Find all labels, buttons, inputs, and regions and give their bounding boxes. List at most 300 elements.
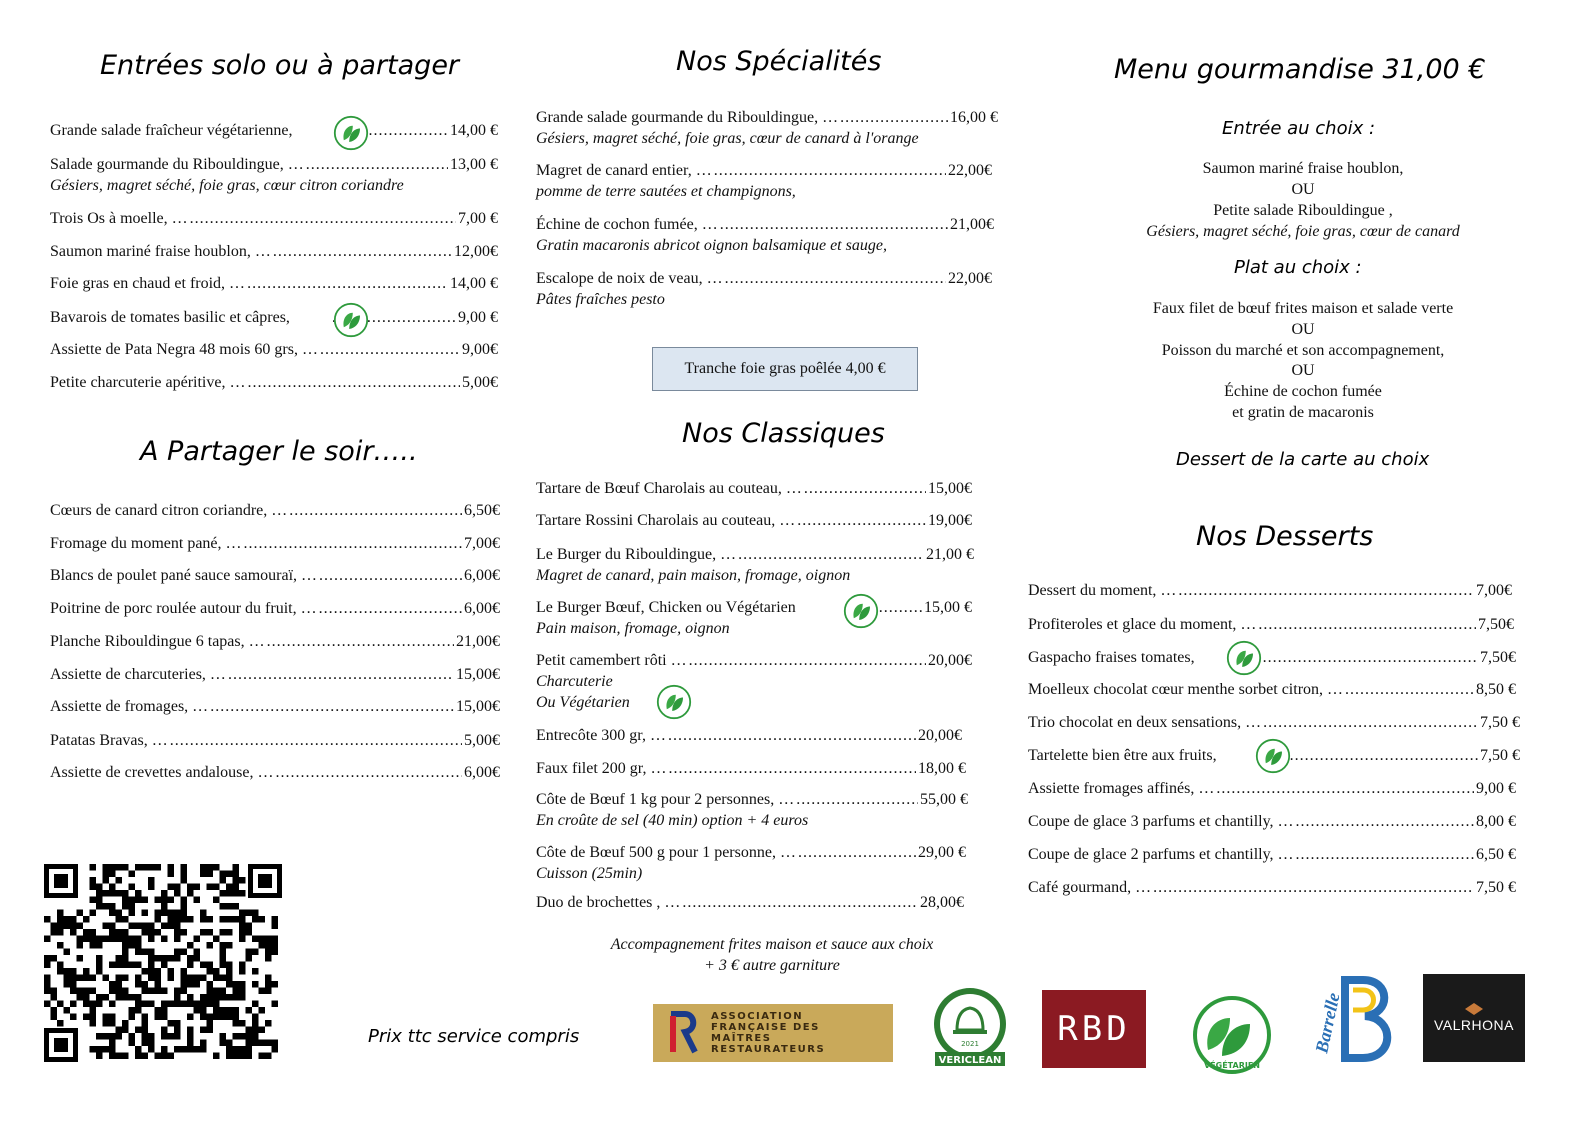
- qr-module: [272, 942, 279, 949]
- valrhona-emblem-icon: [1465, 1003, 1483, 1015]
- qr-module: [220, 890, 227, 897]
- qr-module: [44, 981, 51, 988]
- qr-module: [51, 994, 58, 1001]
- qr-module: [187, 1001, 194, 1008]
- list-item: Planche Ribouldingue 6 tapas, … ..... 21,00€: [50, 633, 500, 651]
- qr-module: [207, 884, 214, 891]
- list-item: Côte de Bœuf 1 kg pour 2 personnes, … ..... 55,00 €: [536, 791, 968, 809]
- qr-module: [259, 1040, 266, 1047]
- qr-module: [181, 981, 188, 988]
- qr-module: [239, 1020, 246, 1027]
- qr-module: [57, 910, 64, 917]
- qr-module: [220, 929, 227, 936]
- qr-module: [90, 1046, 97, 1053]
- qr-module: [233, 884, 240, 891]
- qr-module: [239, 1033, 246, 1040]
- qr-module: [181, 949, 188, 956]
- qr-module: [168, 916, 175, 923]
- qr-module: [155, 1014, 162, 1021]
- qr-module: [161, 897, 168, 904]
- qr-module: [220, 877, 227, 884]
- qr-module: [200, 1014, 207, 1021]
- qr-module: [168, 1033, 175, 1040]
- qr-module: [233, 1007, 240, 1014]
- qr-module: [187, 1033, 194, 1040]
- qr-module: [90, 897, 97, 904]
- qr-module: [135, 897, 142, 904]
- qr-module: [57, 942, 64, 949]
- qr-module: [161, 1001, 168, 1008]
- menu-line: Gésiers, magret séché, foie gras, cœur de canard: [1146, 223, 1460, 240]
- qr-module: [174, 1033, 181, 1040]
- list-item: Le Burger Bœuf, Chicken ou Végétarien ..... 15,00 €: [536, 599, 972, 617]
- qr-module: [109, 884, 116, 891]
- qr-module: [174, 890, 181, 897]
- qr-module: [168, 1053, 175, 1060]
- qr-module: [129, 884, 136, 891]
- menu-line: OU: [1291, 362, 1315, 379]
- list-item: Tartelette bien être aux fruits, ..... 7,50 €: [1028, 747, 1520, 765]
- qr-module: [103, 1014, 110, 1021]
- qr-module: [161, 1053, 168, 1060]
- qr-module: [57, 916, 64, 923]
- qr-module: [96, 1001, 103, 1008]
- qr-module: [142, 1027, 149, 1034]
- qr-module: [220, 916, 227, 923]
- qr-module: [200, 1007, 207, 1014]
- qr-module: [239, 916, 246, 923]
- qr-module: [64, 1007, 71, 1014]
- qr-module: [135, 1001, 142, 1008]
- qr-module: [259, 1053, 266, 1060]
- list-item: Le Burger du Ribouldingue, … ..... 21,00 €: [536, 546, 974, 564]
- qr-module: [44, 1001, 51, 1008]
- qr-module: [135, 890, 142, 897]
- qr-module: [226, 981, 233, 988]
- qr-module: [252, 1001, 259, 1008]
- qr-module: [83, 1014, 90, 1021]
- qr-module: [246, 1040, 253, 1047]
- qr-module: [109, 1053, 116, 1060]
- qr-module: [148, 968, 155, 975]
- qr-module: [187, 1014, 194, 1021]
- qr-module: [272, 916, 279, 923]
- qr-module: [64, 975, 71, 982]
- qr-module: [142, 1053, 149, 1060]
- qr-module: [233, 864, 240, 871]
- qr-module: [187, 975, 194, 982]
- qr-module: [116, 962, 123, 969]
- qr-module: [181, 877, 188, 884]
- qr-module: [116, 988, 123, 995]
- item-description: Pâtes fraîches pesto: [536, 291, 665, 308]
- qr-module: [122, 897, 129, 904]
- qr-module: [57, 929, 64, 936]
- qr-module: [129, 910, 136, 917]
- qr-module: [252, 1027, 259, 1034]
- qr-module: [90, 1001, 97, 1008]
- qr-module: [213, 994, 220, 1001]
- qr-module: [200, 994, 207, 1001]
- qr-module: [90, 942, 97, 949]
- qr-module: [265, 1053, 272, 1060]
- qr-module: [200, 962, 207, 969]
- qr-code-icon[interactable]: [44, 864, 282, 1062]
- qr-module: [252, 910, 259, 917]
- qr-module: [148, 1046, 155, 1053]
- menu-line: Poisson du marché et son accompagnement,: [1161, 342, 1445, 359]
- barrelle-text: Barrelle: [1311, 991, 1344, 1055]
- list-item: Coupe de glace 2 parfums et chantilly, … ..... 6,50 €: [1028, 846, 1516, 864]
- qr-module: [116, 910, 123, 917]
- qr-module: [51, 955, 58, 962]
- qr-module: [207, 864, 214, 871]
- qr-module: [96, 994, 103, 1001]
- list-item: Blancs de poulet pané sauce samouraï, … ..... 6,00€: [50, 567, 500, 585]
- qr-module: [161, 1033, 168, 1040]
- qr-module: [129, 923, 136, 930]
- list-item: Escalope de noix de veau, … ..... 22,00€: [536, 270, 992, 288]
- qr-module: [90, 1007, 97, 1014]
- qr-module: [174, 929, 181, 936]
- qr-module: [64, 968, 71, 975]
- qr-module: [272, 981, 279, 988]
- qr-module: [129, 871, 136, 878]
- qr-module: [194, 897, 201, 904]
- qr-module: [116, 864, 123, 871]
- qr-module: [103, 923, 110, 930]
- qr-module: [135, 981, 142, 988]
- qr-module: [122, 975, 129, 982]
- qr-module: [129, 1007, 136, 1014]
- qr-module: [194, 936, 201, 943]
- qr-module: [129, 942, 136, 949]
- qr-module: [83, 929, 90, 936]
- qr-module: [116, 981, 123, 988]
- qr-module: [155, 916, 162, 923]
- qr-module: [207, 968, 214, 975]
- qr-module: [181, 910, 188, 917]
- qr-module: [226, 1053, 233, 1060]
- qr-module: [129, 1033, 136, 1040]
- qr-module: [148, 884, 155, 891]
- qr-module: [90, 877, 97, 884]
- qr-module: [187, 916, 194, 923]
- qr-module: [116, 975, 123, 982]
- qr-module: [155, 988, 162, 995]
- qr-module: [200, 1046, 207, 1053]
- qr-module: [187, 1027, 194, 1034]
- item-description: Gésiers, magret séché, foie gras, cœur de canard à l'orange: [536, 130, 919, 147]
- desserts-title: Nos Desserts: [1196, 521, 1374, 552]
- qr-module: [135, 994, 142, 1001]
- qr-module: [272, 1046, 279, 1053]
- qr-module: [213, 988, 220, 995]
- menu-line: Faux filet de bœuf frites maison et salade verte: [1152, 300, 1454, 317]
- menu-plat-label: Plat au choix :: [1234, 257, 1362, 278]
- menu-line: Saumon mariné fraise houblon,: [1202, 160, 1404, 177]
- qr-module: [161, 988, 168, 995]
- entrees-title: Entrées solo ou à partager: [100, 50, 460, 81]
- qr-module: [200, 1027, 207, 1034]
- qr-module: [239, 923, 246, 930]
- qr-module: [135, 1027, 142, 1034]
- list-item: Bavarois de tomates basilic et câpres, ..... 9,00 €: [50, 309, 498, 327]
- qr-module: [213, 897, 220, 904]
- qr-module: [129, 897, 136, 904]
- qr-module: [252, 916, 259, 923]
- qr-module: [96, 968, 103, 975]
- qr-module: [265, 1020, 272, 1027]
- qr-module: [213, 884, 220, 891]
- qr-module: [252, 968, 259, 975]
- qr-module: [168, 955, 175, 962]
- qr-module: [226, 903, 233, 910]
- qr-module: [265, 955, 272, 962]
- qr-module: [194, 1001, 201, 1008]
- qr-module: [90, 988, 97, 995]
- qr-module: [207, 962, 214, 969]
- qr-module: [142, 929, 149, 936]
- qr-module: [239, 981, 246, 988]
- list-item: Coupe de glace 3 parfums et chantilly, … ..... 8,00 €: [1028, 813, 1516, 831]
- qr-module: [135, 942, 142, 949]
- rbd-text: RBD: [1057, 1009, 1131, 1049]
- qr-module: [155, 981, 162, 988]
- qr-module: [103, 877, 110, 884]
- qr-module: [233, 877, 240, 884]
- qr-module: [226, 916, 233, 923]
- supplement-box: Tranche foie gras poêlée 4,00 €: [652, 347, 918, 391]
- qr-module: [272, 923, 279, 930]
- item-description: Pain maison, fromage, oignon: [536, 620, 730, 637]
- qr-module: [122, 864, 129, 871]
- qr-module: [174, 923, 181, 930]
- list-item: Petit camembert rôti … ..... 20,00€: [536, 652, 972, 670]
- qr-module: [148, 1040, 155, 1047]
- qr-module: [187, 1040, 194, 1047]
- qr-module: [135, 1007, 142, 1014]
- qr-module: [148, 929, 155, 936]
- qr-module: [233, 890, 240, 897]
- qr-module: [70, 988, 77, 995]
- qr-module: [90, 975, 97, 982]
- qr-module: [148, 864, 155, 871]
- qr-module: [44, 988, 51, 995]
- qr-module: [77, 942, 84, 949]
- qr-module: [109, 910, 116, 917]
- qr-module: [239, 936, 246, 943]
- qr-module: [135, 975, 142, 982]
- qr-module: [142, 1033, 149, 1040]
- qr-module: [148, 975, 155, 982]
- qr-module: [142, 923, 149, 930]
- qr-module: [239, 962, 246, 969]
- qr-module: [122, 1053, 129, 1060]
- qr-module: [83, 975, 90, 982]
- list-item: Assiette de charcuteries, … ..... 15,00€: [50, 666, 500, 684]
- qr-module: [200, 871, 207, 878]
- qr-module: [220, 1007, 227, 1014]
- qr-module: [226, 871, 233, 878]
- qr-module: [129, 1014, 136, 1021]
- vericlean-logo: [927, 986, 1013, 1068]
- list-item: Petite charcuterie apéritive, … ..... 5,00€: [50, 374, 498, 392]
- partager-title: A Partager le soir…..: [140, 436, 418, 467]
- qr-module: [103, 1033, 110, 1040]
- qr-module: [239, 877, 246, 884]
- qr-module: [96, 962, 103, 969]
- list-item: Magret de canard entier, … ..... 22,00€: [536, 162, 992, 180]
- vegetarien-logo: [1184, 996, 1280, 1074]
- qr-module: [155, 1053, 162, 1060]
- qr-module: [265, 949, 272, 956]
- qr-module: [135, 949, 142, 956]
- list-item: Tartare Rossini Charolais au couteau, … ..... 19,00€: [536, 512, 972, 530]
- qr-module: [239, 890, 246, 897]
- qr-module: [116, 994, 123, 1001]
- qr-module: [57, 1001, 64, 1008]
- qr-module: [83, 968, 90, 975]
- qr-module: [155, 975, 162, 982]
- accompaniment-note: + 3 € autre garniture: [704, 957, 840, 974]
- qr-module: [70, 923, 77, 930]
- qr-module: [220, 1040, 227, 1047]
- qr-module: [168, 884, 175, 891]
- qr-module: [135, 864, 142, 871]
- qr-module: [226, 929, 233, 936]
- qr-module: [220, 903, 227, 910]
- qr-module: [96, 884, 103, 891]
- barrelle-logo: [1305, 974, 1395, 1062]
- qr-module: [161, 1014, 168, 1021]
- qr-module: [96, 942, 103, 949]
- qr-module: [207, 988, 214, 995]
- qr-module: [109, 1033, 116, 1040]
- qr-module: [187, 981, 194, 988]
- qr-module: [90, 1020, 97, 1027]
- qr-module: [109, 1046, 116, 1053]
- list-item: Trois Os à moelle, … ..... 7,00 €: [50, 210, 498, 228]
- qr-module: [194, 955, 201, 962]
- qr-module: [252, 936, 259, 943]
- qr-module: [200, 929, 207, 936]
- qr-module: [207, 942, 214, 949]
- qr-module: [213, 975, 220, 982]
- qr-module: [51, 1007, 58, 1014]
- qr-module: [83, 988, 90, 995]
- qr-module: [174, 1027, 181, 1034]
- qr-module: [181, 864, 188, 871]
- menu-title: Menu gourmandise 31,00 €: [1114, 54, 1486, 85]
- qr-module: [122, 949, 129, 956]
- qr-module: [220, 962, 227, 969]
- qr-module: [142, 910, 149, 917]
- qr-module: [109, 936, 116, 943]
- qr-module: [155, 1007, 162, 1014]
- qr-module: [77, 994, 84, 1001]
- qr-module: [148, 949, 155, 956]
- qr-module: [122, 988, 129, 995]
- qr-module: [265, 981, 272, 988]
- qr-module: [103, 903, 110, 910]
- qr-module: [220, 975, 227, 982]
- list-item: Fromage du moment pané, … ..... 7,00€: [50, 535, 500, 553]
- qr-module: [142, 1020, 149, 1027]
- qr-module: [200, 916, 207, 923]
- qr-module: [70, 929, 77, 936]
- vegetarian-leaf-icon: [333, 302, 369, 338]
- qr-module: [226, 975, 233, 982]
- qr-module: [116, 1033, 123, 1040]
- qr-module: [174, 916, 181, 923]
- qr-module: [200, 975, 207, 982]
- qr-module: [135, 923, 142, 930]
- qr-module: [200, 864, 207, 871]
- qr-module: [233, 981, 240, 988]
- list-item: Grande salade gourmande du Ribouldingue, … ..... 16,00 €: [536, 109, 998, 127]
- qr-module: [213, 968, 220, 975]
- qr-module: [109, 988, 116, 995]
- qr-module: [122, 962, 129, 969]
- qr-module: [200, 910, 207, 917]
- qr-module: [174, 994, 181, 1001]
- list-item: Salade gourmande du Ribouldingue, … ..... 13,00 €: [50, 156, 498, 174]
- qr-module: [181, 968, 188, 975]
- qr-module: [233, 1046, 240, 1053]
- qr-module: [155, 897, 162, 904]
- qr-module: [213, 1007, 220, 1014]
- qr-module: [207, 871, 214, 878]
- qr-module: [246, 949, 253, 956]
- qr-module: [103, 1046, 110, 1053]
- qr-module: [122, 903, 129, 910]
- qr-module: [207, 1020, 214, 1027]
- qr-module: [90, 884, 97, 891]
- list-item: Assiette fromages affinés, … ..... 9,00 €: [1028, 780, 1516, 798]
- qr-module: [174, 910, 181, 917]
- qr-module: [103, 1020, 110, 1027]
- maitres-restaurateurs-text: ASSOCIATION FRANÇAISE DES MAÎTRES RESTAURATEURS: [711, 1011, 826, 1055]
- qr-module: [109, 923, 116, 930]
- qr-module: [116, 929, 123, 936]
- item-description: En croûte de sel (40 min) option + 4 euros: [536, 812, 809, 829]
- qr-module: [233, 1033, 240, 1040]
- vericlean-text: VERICLEAN: [938, 1055, 1002, 1066]
- qr-module: [129, 1040, 136, 1047]
- qr-module: [181, 975, 188, 982]
- qr-module: [57, 968, 64, 975]
- qr-module: [226, 1007, 233, 1014]
- qr-module: [233, 916, 240, 923]
- qr-module: [109, 1040, 116, 1047]
- qr-module: [90, 929, 97, 936]
- qr-module: [187, 962, 194, 969]
- qr-module: [246, 1027, 253, 1034]
- qr-module: [122, 929, 129, 936]
- qr-module: [161, 1027, 168, 1034]
- qr-module: [168, 1001, 175, 1008]
- qr-module: [44, 936, 51, 943]
- qr-module: [194, 1007, 201, 1014]
- list-item: Duo de brochettes , … ..... 28,00€: [536, 894, 964, 912]
- qr-module: [265, 942, 272, 949]
- qr-module: [148, 1033, 155, 1040]
- qr-module: [129, 994, 136, 1001]
- qr-module: [96, 1053, 103, 1060]
- list-item: Profiteroles et glace du moment, … ..... 7,50€: [1028, 616, 1514, 634]
- qr-module: [220, 955, 227, 962]
